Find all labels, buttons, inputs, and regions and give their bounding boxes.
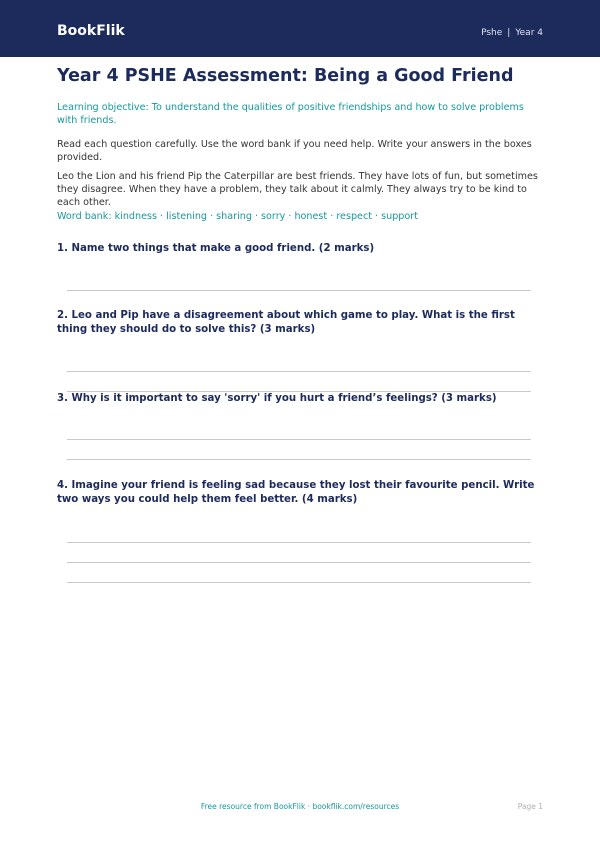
question-1: 1. Name two things that make a good friend. (2 marks) <box>57 243 375 254</box>
subject-year-info <box>481 27 543 39</box>
answer-line-q3-2[interactable] <box>67 459 531 460</box>
word-bank: Word bank: kindness · listening · sharing · sorry · honest · respect · support <box>57 211 418 222</box>
answer-line-q1-1[interactable] <box>67 290 531 291</box>
subject-label: Pshe <box>481 28 503 38</box>
header-bar <box>0 0 600 57</box>
instructions: Read each question carefully. Use the word bank if you need help. Write your answers in the boxes provided. <box>57 139 532 163</box>
learning-objective: Learning objective: To understand the qualities of positive friendships and how to solve problems with friends. <box>57 102 524 126</box>
answer-line-q4-1[interactable] <box>67 542 531 543</box>
answer-line-q3-1[interactable] <box>67 439 531 440</box>
answer-line-q2-1[interactable] <box>67 371 531 372</box>
footer-link[interactable]: Free resource from BookFlik · bookflik.com/resources <box>200 802 400 811</box>
page-number: Page 1 <box>517 802 543 811</box>
question-2: 2. Leo and Pip have a disagreement about which game to play. What is the first thing they should do to solve this? (3 marks) <box>57 310 515 335</box>
answer-line-q4-2[interactable] <box>67 562 531 563</box>
year-label: Year 4 <box>515 28 543 38</box>
question-4: 4. Imagine your friend is feeling sad because they lost their favourite pencil. Write two ways you could help them feel better. (4 marks) <box>57 480 535 505</box>
brand-logo-text: BookFlik <box>57 23 125 39</box>
separator: | <box>507 28 511 38</box>
answer-line-q4-3[interactable] <box>67 582 531 583</box>
story-text: Leo the Lion and his friend Pip the Caterpillar are best friends. They have lots of fun, but sometimes they disagree. When they have a problem, they talk about it calmly. They always try to be kind to each other. <box>57 171 538 208</box>
question-3: 3. Why is it important to say 'sorry' if you hurt a friend’s feelings? (3 marks) <box>57 393 497 404</box>
page-title: Year 4 PSHE Assessment: Being a Good Friend <box>57 66 514 86</box>
